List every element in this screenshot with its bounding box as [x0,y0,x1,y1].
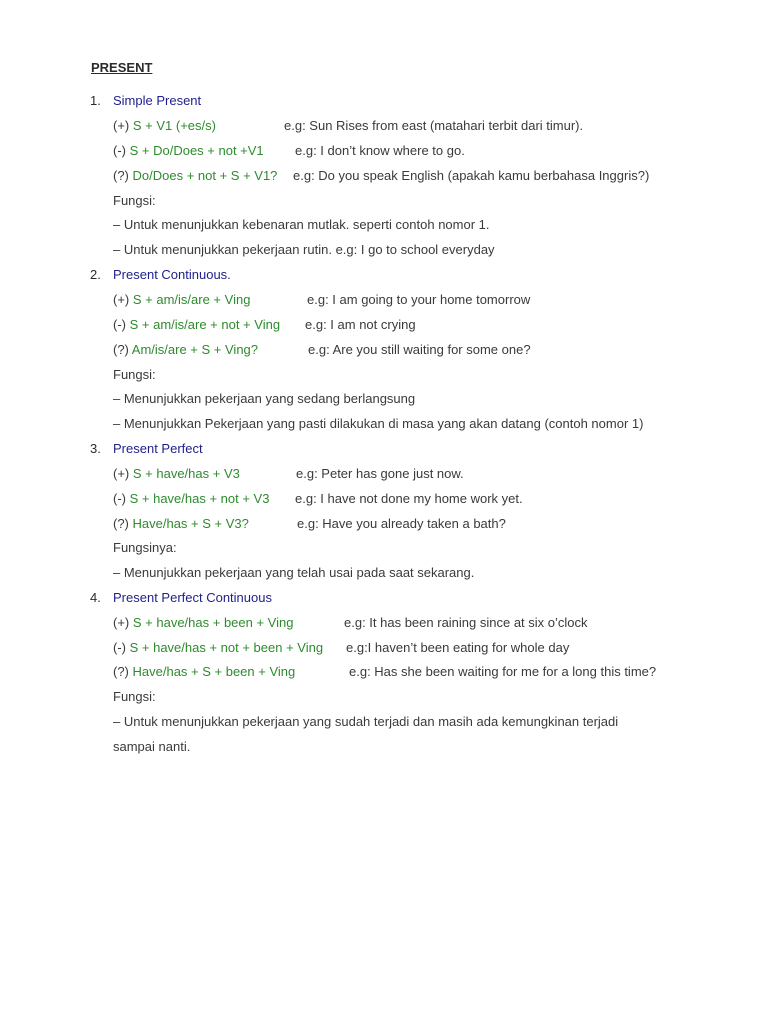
formula: Do/Does + not + S + V1? [132,168,278,183]
row-prefix: (+) [113,615,133,630]
fungsi-label: Fungsinya: [113,540,177,555]
formula-row [113,664,295,680]
example: e.g: I am going to your home tomorrow [307,292,531,307]
fungsi-item: – Menunjukkan Pekerjaan yang pasti dilakukan di masa yang akan datang (contoh nomor 1) [113,416,644,431]
section-heading: Present Perfect [113,441,203,456]
row-prefix: (?) [113,516,133,531]
section-heading: Present Continuous. [113,267,231,282]
formula: S + am/is/are + not + Ving [129,317,281,332]
fungsi-item: – Untuk menunjukkan pekerjaan yang sudah terjadi dan masih ada kemungkinan terjadi [113,714,619,729]
example: e.g: Has she been waiting for me for a long this time? [349,664,657,679]
example: e.g: I have not done my home work yet. [295,491,523,506]
formula-row [113,292,250,308]
page-title: PRESENT [91,60,153,75]
row-prefix: (?) [113,342,132,357]
example: e.g: It has been raining since at six o’clock [344,615,588,630]
fungsi-item: sampai nanti. [113,739,191,754]
formula: S + Do/Does + not +V1 [129,143,264,158]
formula-row [113,491,269,507]
formula: S + have/has + not + been + Ving [129,640,324,655]
formula: S + am/is/are + Ving [132,292,251,307]
fungsi-item: – Menunjukkan pekerjaan yang sedang berlangsung [113,391,416,406]
fungsi-item: – Untuk menunjukkan kebenaran mutlak. seperti contoh nomor 1. [113,217,490,232]
example: e.g: Peter has gone just now. [296,466,464,481]
example: e.g: Are you still waiting for some one? [308,342,531,357]
fungsi-label: Fungsi: [113,367,156,382]
example: e.g: Do you speak English (apakah kamu berbahasa Inggris?) [293,168,650,183]
formula-row [113,516,249,532]
example: e.g: I don’t know where to go. [295,143,465,158]
row-prefix: (+) [113,466,133,481]
example: e.g:I haven’t been eating for whole day [346,640,570,655]
formula: Am/is/are + S + Ving? [131,342,259,357]
formula-row [113,143,264,159]
formula: S + have/has + V3 [132,466,240,481]
fungsi-label: Fungsi: [113,193,156,208]
fungsi-label: Fungsi: [113,689,156,704]
example: e.g: Have you already taken a bath? [297,516,506,531]
row-prefix: (-) [113,491,130,506]
section-number: 4. [90,590,101,605]
formula-row [113,317,280,333]
formula-row [113,615,293,631]
formula-row [113,640,323,656]
formula-row [113,342,258,358]
fungsi-item: – Untuk menunjukkan pekerjaan rutin. e.g: I go to school everyday [113,242,495,257]
fungsi-item: – Menunjukkan pekerjaan yang telah usai pada saat sekarang. [113,565,475,580]
example: e.g: Sun Rises from east (matahari terbit dari timur). [284,118,584,133]
row-prefix: (?) [113,664,133,679]
example: e.g: I am not crying [305,317,416,332]
formula: Have/has + S + V3? [132,516,249,531]
row-prefix: (+) [113,118,133,133]
section-number: 3. [90,441,101,456]
row-prefix: (+) [113,292,133,307]
section-number: 2. [90,267,101,282]
formula-row [113,168,277,184]
section-heading: Present Perfect Continuous [113,590,272,605]
row-prefix: (-) [113,317,130,332]
section-heading: Simple Present [113,93,202,108]
formula-row [113,118,216,134]
formula: S + have/has + been + Ving [132,615,294,630]
row-prefix: (?) [113,168,133,183]
formula: S + V1 (+es/s) [132,118,216,133]
formula: Have/has + S + been + Ving [132,664,296,679]
row-prefix: (-) [113,143,130,158]
row-prefix: (-) [113,640,130,655]
formula: S + have/has + not + V3 [129,491,270,506]
section-number: 1. [90,93,101,108]
formula-row [113,466,240,482]
